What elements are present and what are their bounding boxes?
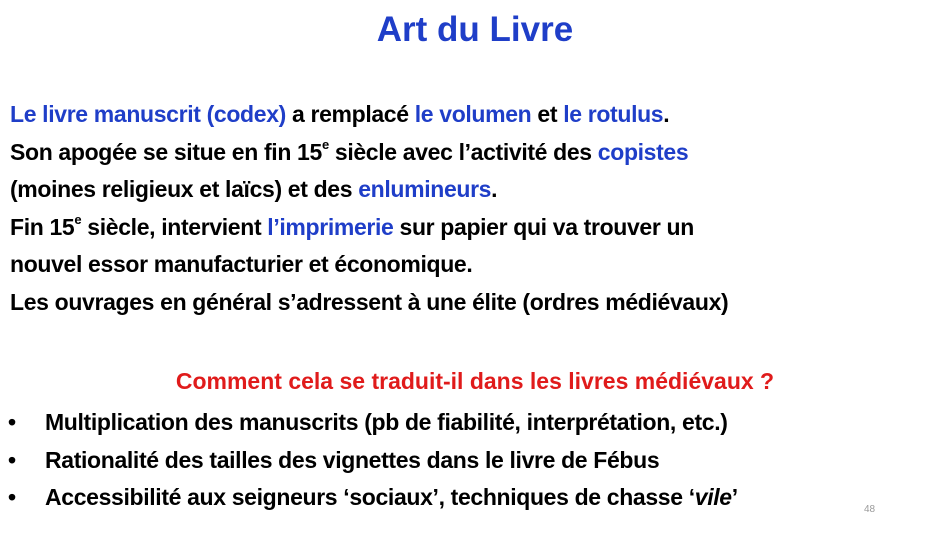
bullet-text: ’ [731,484,738,510]
text-segment: (moines religieux et laïcs) et des [10,176,359,202]
term-volumen: le volumen [414,101,532,127]
bullet-icon: • [8,484,16,510]
text-segment: . [663,101,670,127]
body-line-6: Les ouvrages en général s’adressent à une élite (ordres médiévaux) [10,288,729,315]
text-segment: siècle avec l’activité des [328,138,598,165]
bullet-text: Multiplication des manuscrits (pb de fiabilité, interprétation, etc.) [45,409,728,435]
bullet-item [8,404,938,442]
bullet-item [8,442,938,480]
text-segment: . [491,176,498,202]
superscript: e [321,136,329,152]
body-line-2 [10,134,940,172]
term-codex: Le livre manuscrit (codex) [10,101,286,127]
slide-title: Art du Livre [376,10,574,49]
text-segment: et [531,101,564,127]
term-rotulus: le rotulus [563,101,664,127]
question-heading: Comment cela se traduit-il dans les livres médiévaux ? [175,368,775,394]
body-line-1 [10,96,940,134]
bullet-text: Accessibilité aux seigneurs ‘sociaux’, techniques de chasse ‘ [45,484,695,510]
body-line-5: nouvel essor manufacturier et économique. [10,251,473,277]
body-line-3 [10,171,940,209]
page-number: 48 [864,504,876,515]
bullet-text-italic: vile [694,484,732,510]
text-segment: Son apogée se situe en fin 15 [10,138,322,165]
text-segment: a remplacé [285,101,415,127]
text-segment: siècle, intervient [81,213,268,240]
superscript: e [74,211,82,227]
term-enlumineurs: enlumineurs [358,176,492,202]
bullet-list [8,404,938,517]
bullet-text: Rationalité des tailles des vignettes dans le livre de Fébus [45,446,660,473]
term-imprimerie: l’imprimerie [267,213,394,240]
body-paragraph [10,96,940,321]
term-copistes: copistes [597,138,689,165]
text-segment: Fin 15 [10,213,75,240]
body-line-4 [10,209,940,247]
bullet-icon: • [8,446,16,473]
bullet-icon: • [8,409,16,435]
bullet-item [8,479,938,517]
text-segment: sur papier qui va trouver un [393,213,694,240]
